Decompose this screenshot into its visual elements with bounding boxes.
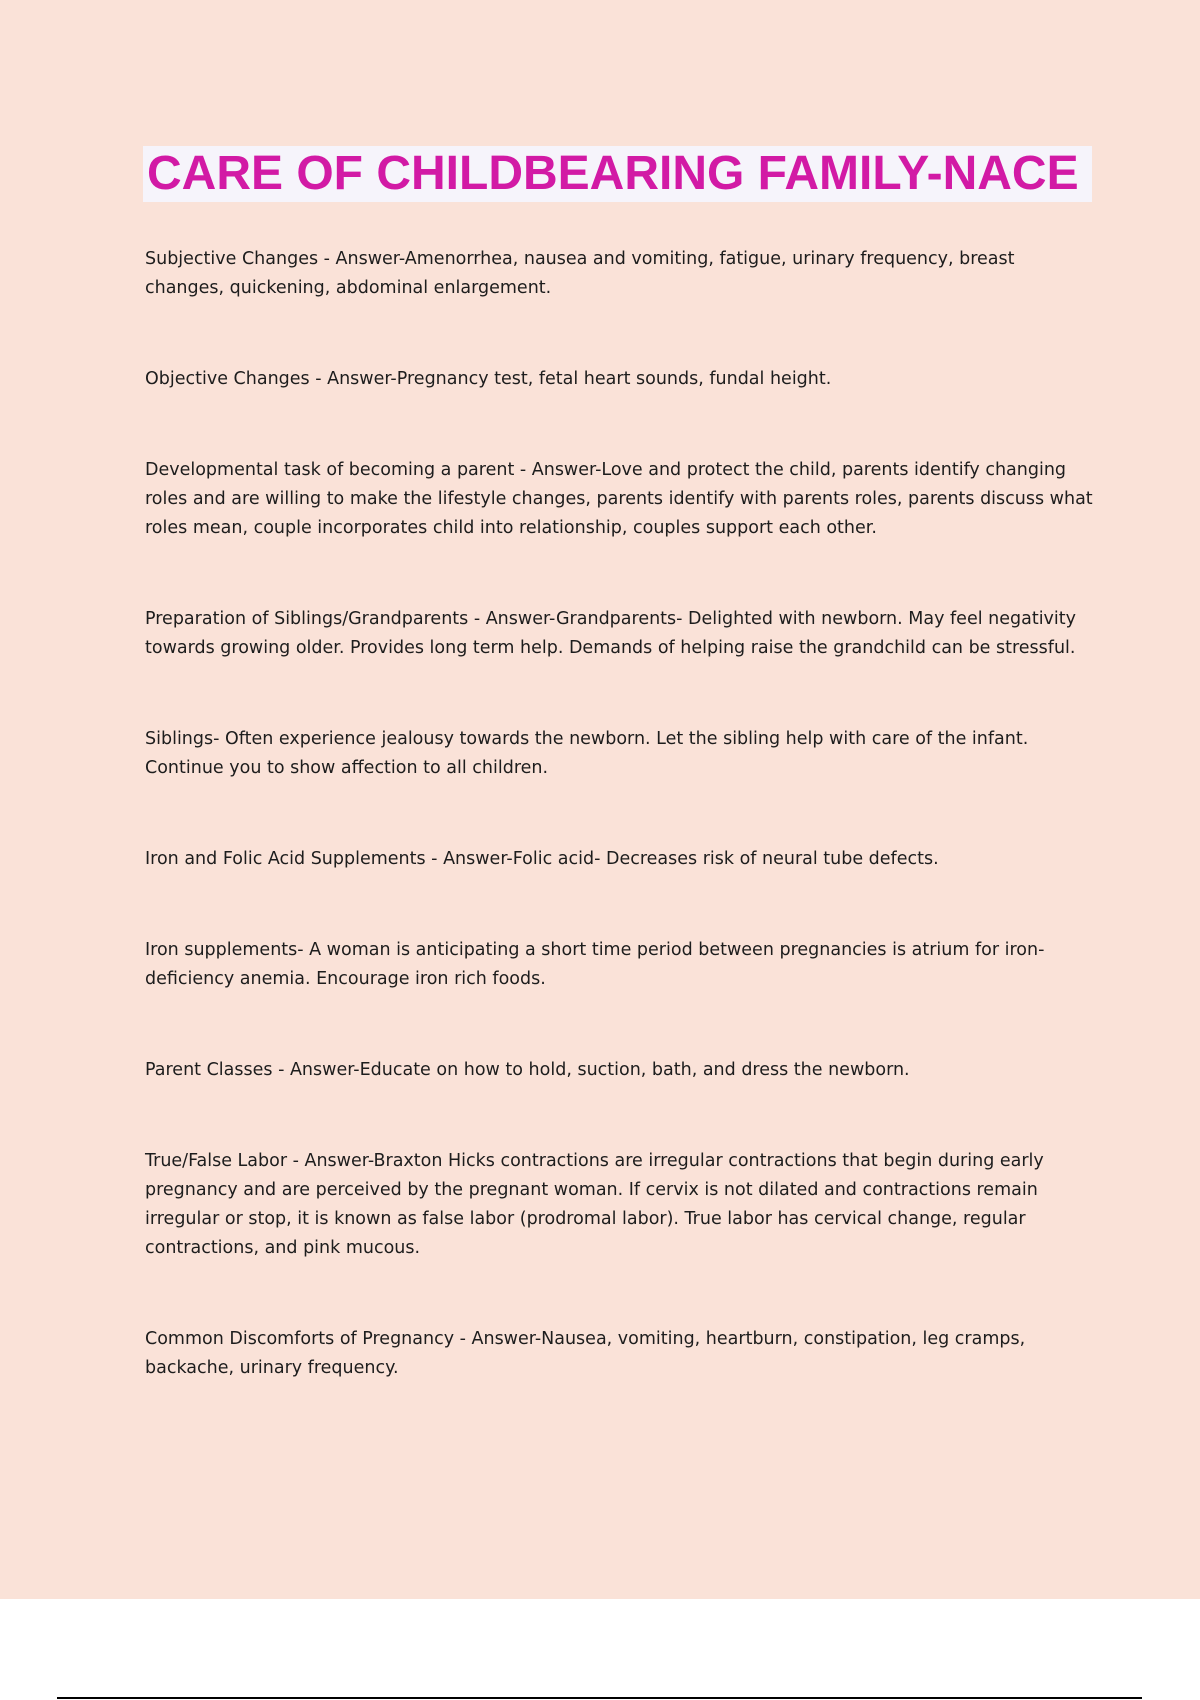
entry-objective-changes: Objective Changes - Answer-Pregnancy test, fetal heart sounds, fundal height. xyxy=(145,369,832,389)
entry-common-discomforts: Common Discomforts of Pregnancy - Answer-Nausea, vomiting, heartburn, constipation, leg cramps, backache, urinary frequency. xyxy=(145,1329,1026,1378)
entry-subjective-changes: Subjective Changes - Answer-Amenorrhea, nausea and vomiting, fatigue, urinary frequency, breast changes, quickening, abdominal enlargement. xyxy=(145,249,1015,298)
entry-preparation-siblings-grandparents: Preparation of Siblings/Grandparents - Answer-Grandparents- Delighted with newborn. May feel negativity towards growing older. Provides long term help. Demands of helping raise the grandchild can be stressful. xyxy=(145,609,1076,658)
title-highlight xyxy=(143,146,1092,202)
entry-iron-supplements: Iron supplements- A woman is anticipating a short time period between pregnancies is atrium for iron-deficiency anemia. Encourage iron rich foods. xyxy=(145,940,1045,989)
entry-siblings: Siblings- Often experience jealousy towards the newborn. Let the sibling help with care of the infant. Continue you to show affection to all children. xyxy=(145,729,1029,778)
entry-true-false-labor: True/False Labor - Answer-Braxton Hicks contractions are irregular contractions that begin during early pregnancy and are perceived by the pregnant woman. If cervix is not dilated and contractions remain irregular or stop, it is known as false labor (prodromal labor). True labor has cervical change, regular contractions, and pink mucous. xyxy=(145,1151,1044,1258)
entry-parent-classes: Parent Classes - Answer-Educate on how to hold, suction, bath, and dress the newborn. xyxy=(145,1060,910,1080)
entry-iron-folic-acid: Iron and Folic Acid Supplements - Answer-Folic acid- Decreases risk of neural tube defects. xyxy=(145,849,939,869)
entry-list xyxy=(145,245,1095,1383)
document-title: CARE OF CHILDBEARING FAMILY-NACE xyxy=(147,147,1079,200)
entry-developmental-task: Developmental task of becoming a parent - Answer-Love and protect the child, parents identify changing roles and are willing to make the lifestyle changes, parents identify with parents roles, parents discuss what roles mean, couple incorporates child into relationship, couples support each other. xyxy=(145,460,1093,538)
footer-divider xyxy=(57,1697,1142,1699)
